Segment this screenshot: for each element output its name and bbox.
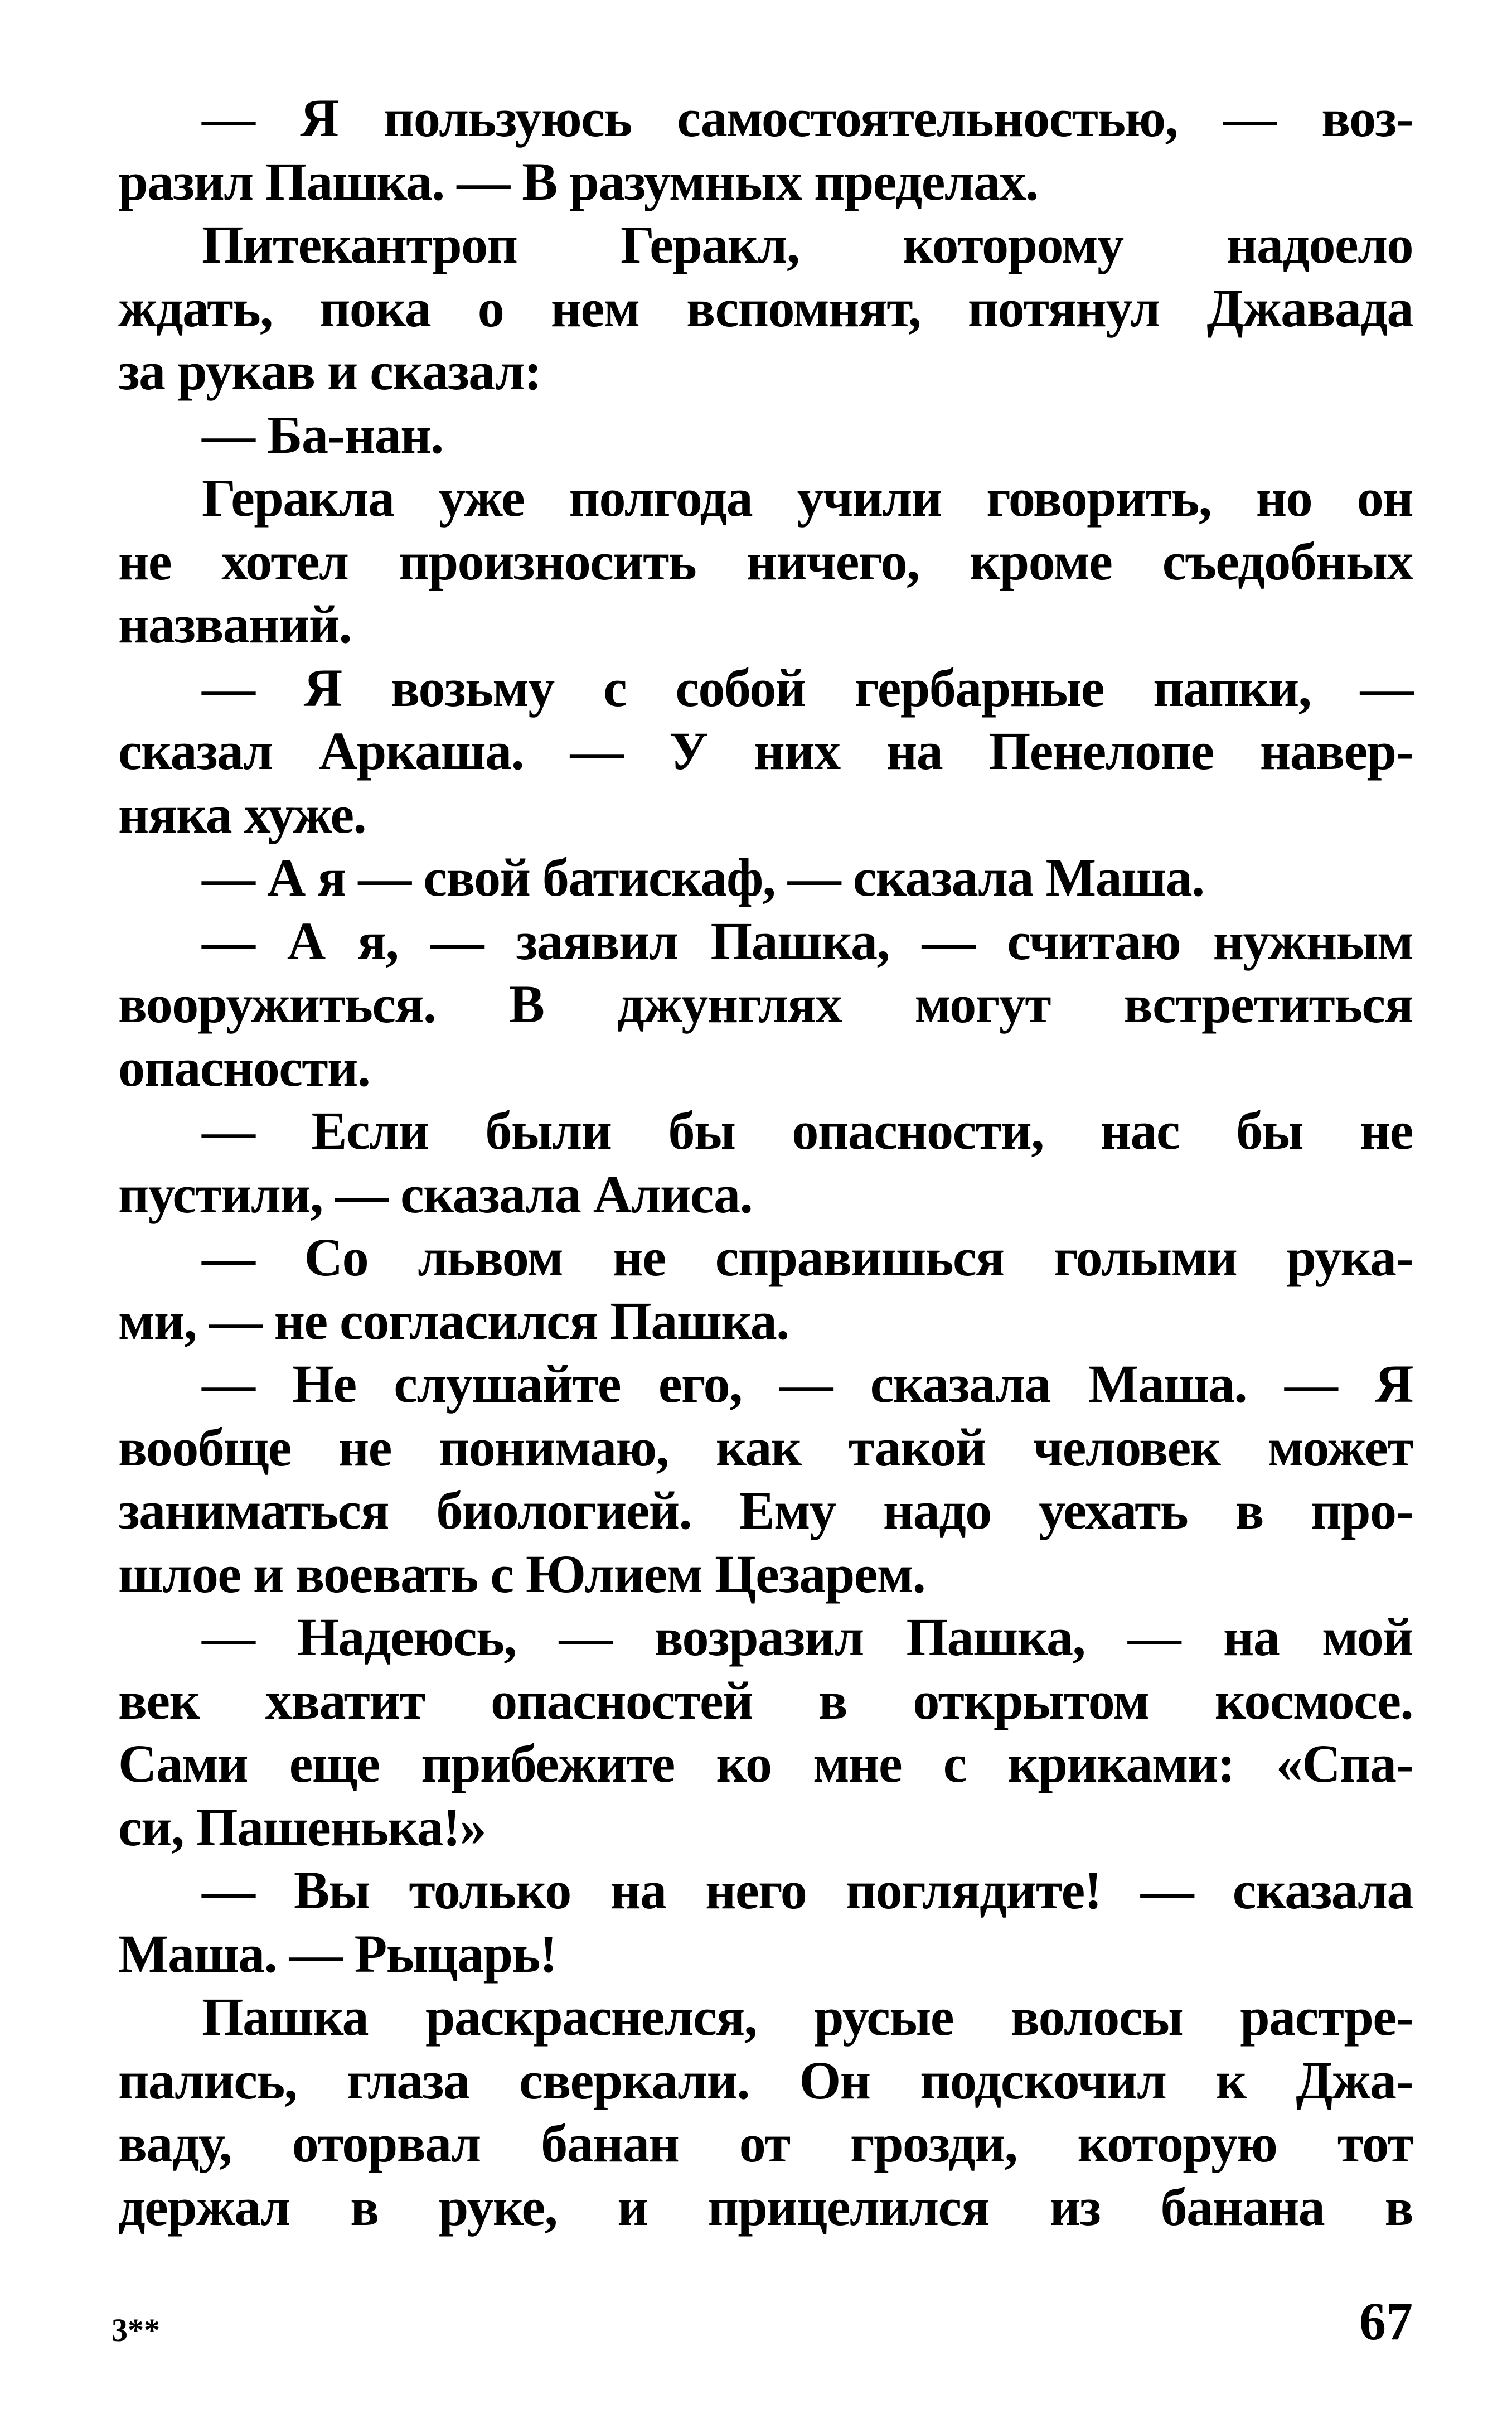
page-number: 67 (1359, 2291, 1413, 2351)
text-line: держал в руке, и прицелился из банана в (118, 2176, 1413, 2237)
text-line: пались, глаза сверкали. Он подскочил к Джа- (118, 2050, 1413, 2110)
text-line: няка хуже. (118, 784, 366, 844)
text-line: Сами еще прибежите ко мне с криками: «Спа- (118, 1734, 1413, 1793)
text-line: заниматься биологией. Ему надо уехать в про- (118, 1481, 1413, 1540)
text-line: пустили, — сказала Алиса. (118, 1164, 753, 1224)
text-line: — Я пользуюсь самостоятельностью, — воз- (202, 88, 1413, 148)
text-line: — Со львом не справишься голыми рука- (202, 1227, 1413, 1287)
text-line: — Если были бы опасности, нас бы не (202, 1101, 1413, 1160)
text-line: разил Пашка. — В разумных пределах. (118, 151, 1038, 211)
text-line: шлое и воевать с Юлием Цезарем. (118, 1544, 925, 1604)
text-line: ваду, оторвал банан от грозди, которую тот (118, 2113, 1413, 2173)
text-line: вообще не понимаю, как такой человек может (118, 1417, 1413, 1477)
text-line: — Ба-нан. (202, 404, 443, 465)
text-line: — Вы только на него поглядите! — сказала (202, 1860, 1413, 1920)
text-line: Геракла уже полгода учили говорить, но он (202, 468, 1413, 528)
text-line: Маша. — Рыцарь! (118, 1923, 557, 1984)
text-line: — Надеюсь, — возразил Пашка, — на мой (202, 1607, 1413, 1667)
text-line: — А я — свой батискаф, — сказала Маша. (202, 848, 1204, 907)
text-line: не хотел произносить ничего, кроме съедобных (118, 531, 1413, 591)
text-line: ми, — не согласился Пашка. (118, 1290, 789, 1351)
text-line: опасности. (118, 1037, 370, 1097)
text-line: — Не слушайте его, — сказала Маша. — Я (202, 1354, 1413, 1414)
text-line: сказал Аркаша. — У них на Пенелопе навер- (118, 721, 1413, 781)
text-line: век хватит опасностей в открытом космосе. (118, 1670, 1413, 1730)
body-text (118, 86, 1413, 2238)
printer-signature-mark: 3** (112, 2312, 160, 2348)
text-line: ждать, пока о нем вспомнят, потянул Джавада (118, 278, 1413, 338)
text-line: — А я, — заявил Пашка, — считаю нужным (202, 911, 1413, 971)
text-line: названий. (118, 594, 352, 654)
text-line: си, Пашенька!» (118, 1797, 486, 1857)
text-line: Пашка раскраснелся, русые волосы растре- (202, 1987, 1413, 2047)
text-line: Питекантроп Геракл, которому надоело (202, 215, 1413, 274)
text-line: вооружиться. В джунглях могут встретиться (118, 974, 1413, 1034)
text-line: за рукав и сказал: (118, 341, 541, 401)
text-line: — Я возьму с собой гербарные папки, — (202, 657, 1413, 718)
